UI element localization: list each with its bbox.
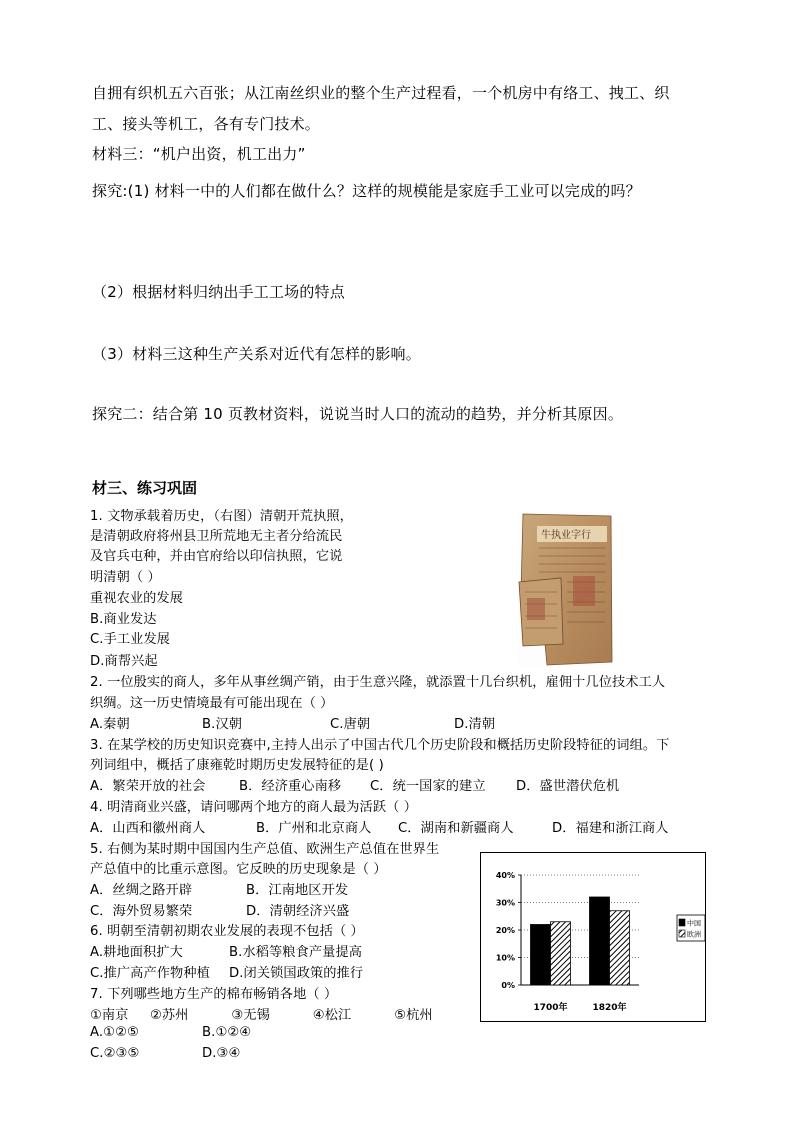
q1-option-b: B.商业发达 [90, 612, 157, 627]
q2-option-c: C.唐朝 [330, 717, 371, 732]
q3-line-2: 列词组中，概括了康雍乾时期历史发展特征的是( ) [90, 758, 384, 773]
bar-中国-1820年 [590, 897, 610, 985]
y-tick-label: 30% [495, 898, 515, 908]
q3-option-c: C．统一国家的建立 [370, 779, 486, 794]
q6-line-1: 6. 明朝至清朝初期农业发展的表现不包括（ ） [90, 924, 364, 939]
legend-label-中国: 中国 [687, 919, 701, 928]
legend-swatch-中国 [679, 919, 685, 926]
q7-option-a: A.①②⑤ [90, 1025, 139, 1040]
material-line-2: 工、接头等机工，各有专门技术。 [92, 115, 321, 133]
y-tick-label: 40% [495, 871, 515, 880]
land-license-photo [517, 512, 613, 667]
inquiry-2: （2）根据材料归纳出手工工场的特点 [92, 283, 345, 301]
inquiry-two: 探究二：结合第 10 页教材资料，说说当时人口的流动的趋势，并分析其原因。 [92, 405, 624, 423]
q6-option-a: A.耕地面积扩大 [90, 945, 183, 960]
q1-option-a: 重视农业的发展 [90, 591, 184, 606]
bar-欧洲-1820年 [610, 911, 630, 985]
q2-option-d: D.清朝 [454, 717, 496, 732]
q3-option-b: B．经济重心南移 [239, 779, 342, 794]
q5-option-d: D．清朝经济兴盛 [246, 904, 350, 919]
inquiry-3: （3）材料三这种生产关系对近代有怎样的影响。 [92, 345, 421, 363]
q5-option-c: C．海外贸易繁荣 [90, 904, 193, 919]
legend-swatch-欧洲 [679, 930, 685, 937]
y-tick-label: 0% [501, 981, 515, 990]
q1-line-2: 是清朝政府将州县卫所荒地无主者分给流民 [90, 529, 343, 544]
q7-places: ①南京 ②苏州 ③无锡 ④松江 ⑤杭州 [90, 1008, 433, 1023]
q5-option-a: A．丝绸之路开辟 [90, 883, 193, 898]
q1-option-c: C.手工业发展 [90, 632, 171, 647]
q3-line-1: 3. 在某学校的历史知识竞赛中,主持人出示了中国古代几个历史阶段和概括历史阶段特征的词组。下 [90, 738, 670, 753]
q6-option-b: B.水稻等粮食产量提高 [229, 945, 363, 960]
q2-option-b: B.汉朝 [202, 717, 243, 732]
x-tick-label: 1700年 [533, 1003, 568, 1013]
inquiry-1: 探究:(1) 材料一中的人们都在做什么？这样的规模能是家庭手工业可以完成的吗？ [92, 182, 641, 200]
q6-option-d: D.闭关锁国政策的推行 [229, 966, 364, 981]
material-line-1: 自拥有织机五六百张；从江南丝织业的整个生产过程看，一个机房中有络工、拽工、织 [92, 84, 670, 102]
q3-option-a: A．繁荣开放的社会 [90, 779, 206, 794]
material-three: 材料三：“机户出资，机工出力” [92, 145, 306, 163]
section-title: 材三、练习巩固 [92, 479, 198, 497]
q1-line-4: 明清朝（ ） [90, 570, 161, 585]
gdp-share-chart [480, 852, 706, 1022]
x-tick-label: 1820年 [592, 1003, 627, 1013]
q5-line-2: 产总值中的比重示意图。它反映的历史现象是（ ） [90, 862, 387, 877]
q4-option-a: A．山西和徽州商人 [90, 821, 206, 836]
q2-option-a: A.秦朝 [90, 717, 130, 732]
q1-line-3: 及官兵屯种，并由官府给以印信执照，它说 [90, 549, 343, 564]
q2-line-1: 2. 一位殷实的商人，多年从事丝绸产销，由于生意兴隆，就添置十几台织机，雇佣十几位技术工人 [90, 675, 666, 690]
q1-line-1: 1. 文物承载着历史，（右图）清朝开荒执照， [90, 509, 353, 524]
q4-option-b: B．广州和北京商人 [256, 821, 372, 836]
q6-option-c: C.推广高产作物种植 [90, 966, 210, 981]
gdp-share-chart-svg [481, 853, 705, 1021]
q5-line-1: 5. 右侧为某时期中国国内生产总值、欧洲生产总值在世界生 [90, 842, 440, 857]
q5-option-b: B．江南地区开发 [246, 883, 349, 898]
bar-中国-1700年 [531, 925, 551, 986]
q7-option-c: C.②③⑤ [90, 1046, 140, 1061]
y-tick-label: 20% [495, 926, 515, 935]
q7-option-d: D.③④ [202, 1046, 241, 1061]
bar-欧洲-1700年 [551, 922, 571, 985]
q4-option-d: D．福建和浙江商人 [552, 821, 669, 836]
q7-line-1: 7. 下列哪些地方生产的棉布畅销各地（ ） [90, 987, 338, 1002]
q3-option-d: D．盛世潜伏危机 [516, 779, 620, 794]
q2-line-2: 织绸。这一历史情境最有可能出现在（ ） [90, 696, 334, 711]
q4-option-c: C．湖南和新疆商人 [398, 821, 514, 836]
q7-option-b: B.①②④ [202, 1025, 252, 1040]
q1-option-d: D.商帮兴起 [90, 654, 158, 669]
license-header-text: 牛执业字行 [541, 530, 591, 541]
q4-line-1: 4. 明清商业兴盛，请问哪两个地方的商人最为活跃（ ） [90, 800, 417, 815]
y-tick-label: 10% [495, 953, 515, 963]
legend-label-欧洲: 欧洲 [687, 930, 701, 939]
